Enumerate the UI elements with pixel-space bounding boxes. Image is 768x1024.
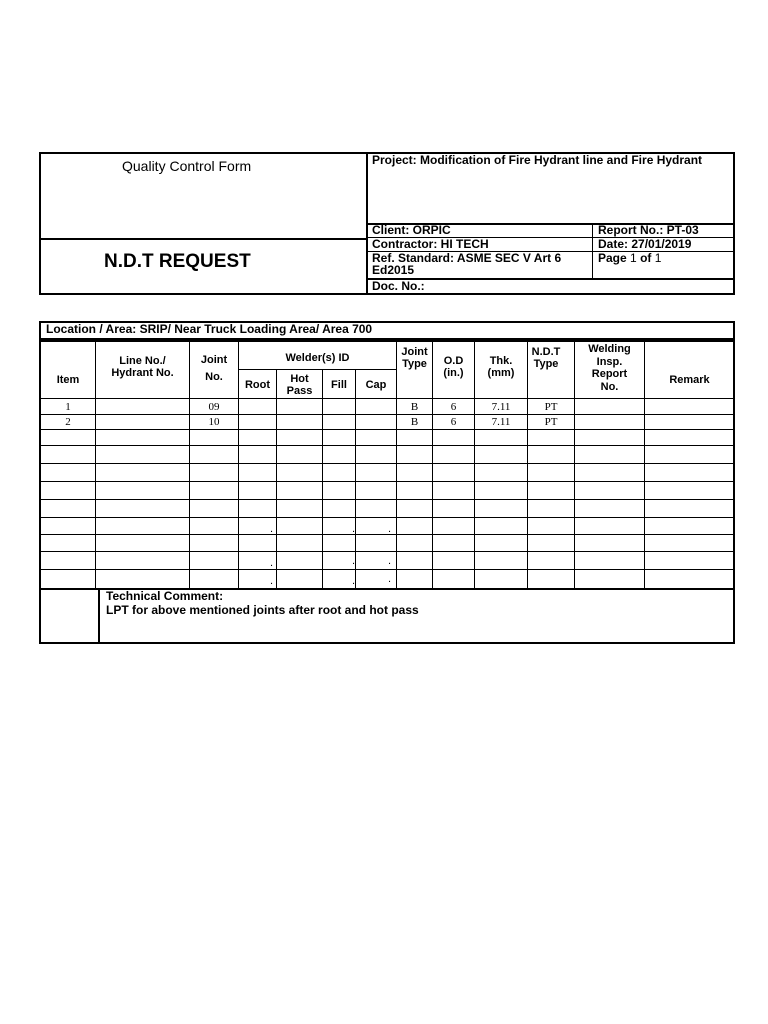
col-header-od-l1: O.D — [443, 355, 464, 367]
col-header-joint-type-l2: Type — [402, 358, 427, 370]
page-of: of — [640, 251, 652, 265]
welder-group-divider — [239, 369, 396, 370]
col-header-hot-pass-l2: Pass — [286, 385, 313, 397]
row-line — [40, 445, 734, 446]
project-text: Project: Modification of Fire Hydrant line and Fire Hydrant — [372, 153, 703, 167]
col-header-welder-id: Welder(s) ID — [285, 352, 350, 364]
dot-mark: . — [352, 575, 356, 587]
location-text: Location / Area: SRIP/ Near Truck Loading Area/ Area 700 — [46, 322, 373, 336]
col-header-od — [433, 355, 474, 379]
row2-joint-no: 10 — [208, 416, 220, 428]
col-header-joint-l1: Joint — [200, 354, 228, 366]
dot-mark: . — [270, 557, 274, 569]
col-header-hot-pass — [277, 373, 322, 397]
date-text: Date: 27/01/2019 — [598, 237, 692, 251]
col-header-line-no-l1: Line No./ — [119, 355, 166, 367]
doc-no-text: Doc. No.: — [372, 279, 425, 293]
technical-comment-text: LPT for above mentioned joints after root and hot pass — [106, 603, 419, 617]
col-header-thk — [475, 355, 527, 379]
row1-thk: 7.11 — [491, 401, 511, 413]
col-header-ndt-type-l2: Type — [533, 358, 559, 370]
header-divider-left — [40, 238, 366, 240]
row2-joint-type: B — [410, 416, 419, 428]
dot-mark: . — [352, 555, 356, 567]
col-header-root: Root — [244, 379, 271, 391]
col-header-line-no-l2: Hydrant No. — [111, 367, 174, 379]
col-line-hot-pass — [322, 370, 323, 588]
col-header-welding-insp — [575, 343, 644, 393]
col-header-winsp-l3: Report — [591, 368, 628, 380]
dot-mark: . — [352, 523, 356, 535]
row2-thk: 7.11 — [491, 416, 511, 428]
row2-ndt-type: PT — [544, 416, 558, 428]
form-title: Quality Control Form — [122, 158, 252, 174]
page-number: 1 — [630, 251, 637, 265]
col-header-od-l2: (in.) — [443, 367, 464, 379]
row1-joint-type: B — [410, 401, 419, 413]
report-no-text: Report No.: PT-03 — [598, 223, 699, 237]
dot-mark: . — [270, 523, 274, 535]
col-header-thk-l2: (mm) — [487, 367, 515, 379]
client-text: Client: ORPIC — [372, 223, 451, 237]
row1-joint-no: 09 — [208, 401, 220, 413]
comment-section-divider — [98, 589, 100, 643]
col-header-joint-l2: No. — [205, 371, 223, 383]
row-line — [40, 429, 734, 430]
header-row-bottom — [40, 398, 734, 399]
document-title: N.D.T REQUEST — [104, 251, 251, 272]
dot-mark: . — [388, 573, 392, 585]
col-header-thk-l1: Thk. — [489, 355, 513, 367]
row-line — [40, 463, 734, 464]
col-header-winsp-l4: No. — [600, 380, 619, 393]
row-line — [40, 534, 734, 535]
row1-item: 1 — [65, 401, 71, 413]
row1-ndt-type: PT — [544, 401, 558, 413]
col-header-hot-pass-l1: Hot — [290, 373, 309, 385]
row-line — [40, 569, 734, 570]
page-total: 1 — [654, 251, 662, 265]
row2-item: 2 — [65, 416, 71, 428]
dot-mark: . — [270, 575, 274, 587]
row1-od: 6 — [450, 401, 457, 413]
row-line — [40, 517, 734, 518]
page-label: Page — [598, 251, 627, 265]
col-header-item: Item — [56, 374, 80, 386]
dot-mark: . — [388, 555, 392, 567]
ref-standard-line1: Ref. Standard: ASME SEC V Art 6 — [372, 251, 562, 265]
col-header-fill: Fill — [331, 379, 347, 391]
col-header-joint-type-l1: Joint — [401, 346, 428, 358]
col-header-joint — [190, 352, 238, 386]
col-header-ndt-type — [528, 346, 564, 370]
row2-od: 6 — [450, 416, 457, 428]
ref-standard-line2: Ed2015 — [372, 263, 415, 277]
header-divider-report-col — [592, 224, 593, 278]
row-line — [40, 481, 734, 482]
col-header-remark: Remark — [669, 374, 710, 386]
col-header-winsp-l1: Welding — [588, 343, 631, 355]
col-line-fill — [355, 370, 356, 588]
row-line — [40, 499, 734, 500]
col-header-ndt-type-l1: N.D.T — [531, 346, 561, 358]
col-line-root — [276, 370, 277, 588]
page-indicator — [598, 252, 661, 265]
row-line — [40, 414, 734, 415]
contractor-text: Contractor: HI TECH — [372, 237, 489, 251]
technical-comment-label: Technical Comment: — [106, 589, 224, 603]
col-header-cap: Cap — [365, 379, 387, 391]
col-header-joint-type — [397, 346, 432, 370]
col-header-line-no — [96, 355, 189, 379]
row-line — [40, 551, 734, 552]
col-header-winsp-l2: Insp. — [596, 355, 623, 368]
dot-mark: . — [388, 523, 392, 535]
